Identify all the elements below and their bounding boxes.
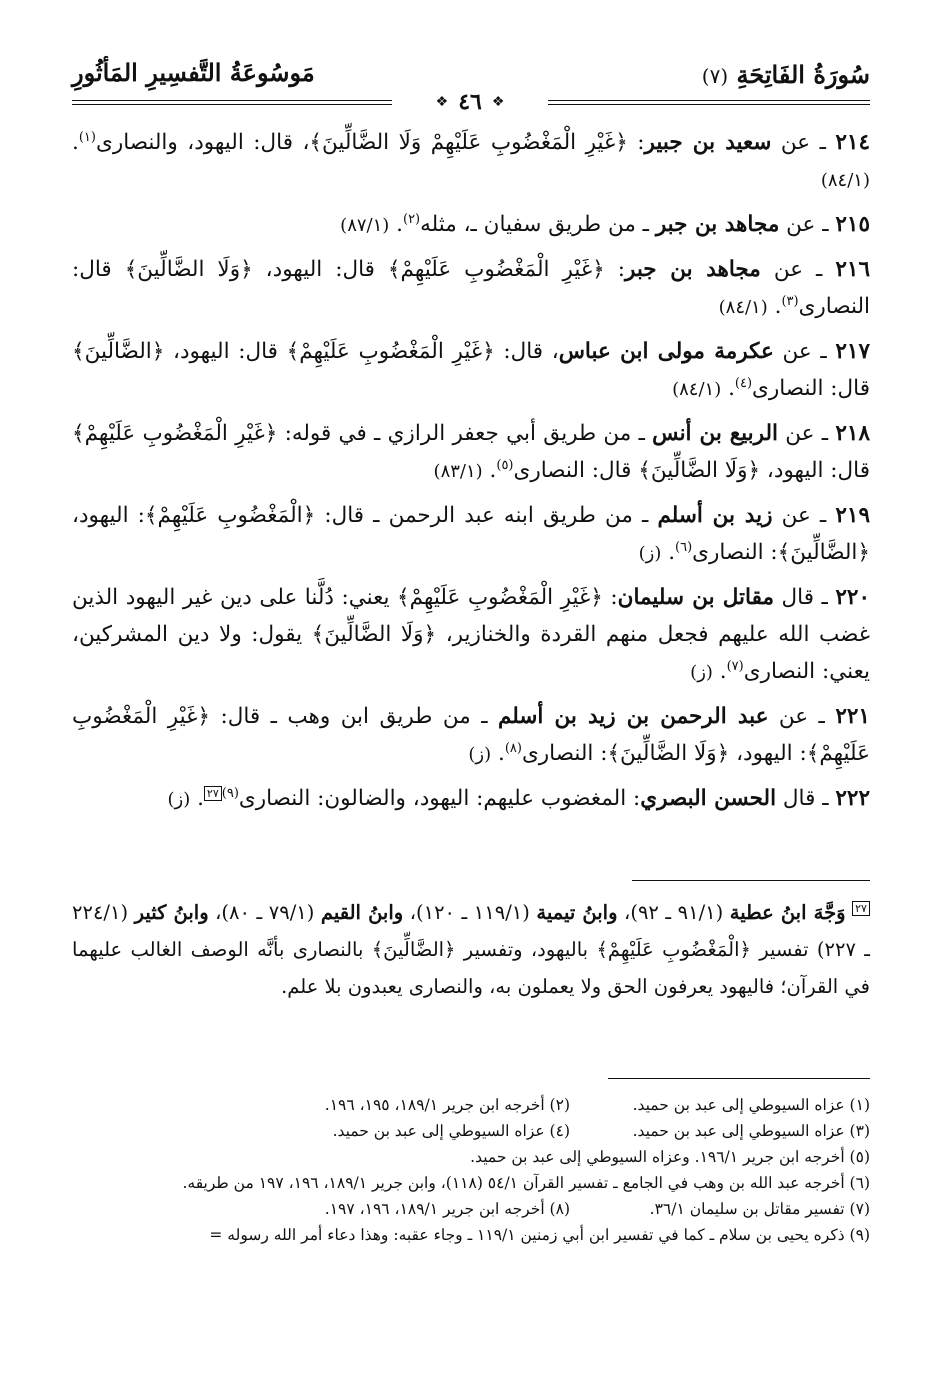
entry-number: ٢١٦: [835, 257, 870, 282]
quran-quote: ﴿الْمَغْضُوبِ عَلَيْهِمْ﴾: [596, 938, 751, 961]
narration-text: : اليهود،: [72, 503, 145, 528]
narrator-name: عكرمة مولى ابن عباس: [558, 339, 774, 364]
narration-text: يقول: ولا دين المشركين، يعني: النصارى: [72, 622, 870, 684]
narration-text: .: [712, 659, 727, 684]
quran-quote: ﴿الضَّالِّينَ﴾: [371, 938, 456, 961]
narration-text: ـ من طريق سفيان ـ، مثله: [420, 212, 656, 237]
narration-text: .: [190, 786, 204, 811]
quran-quote: ﴿غَيْرِ الْمَغْضُوبِ عَلَيْهِمْ﴾: [72, 704, 870, 766]
footnote-1: (١) عزاه السيوطي إلى عبد بن حميد.: [632, 1096, 870, 1114]
surah-title: سُورَةُ الفَاتِحَةِ (٧): [701, 60, 870, 89]
narration-text: .: [767, 294, 782, 319]
footnote-ref: (٦): [675, 539, 693, 555]
book-title: مَوسُوعَةُ التَّفسِيرِ المَأثُورِ: [72, 58, 315, 87]
quran-quote: ﴿الْمَغْضُوبِ عَلَيْهِمْ﴾: [144, 503, 316, 528]
narration-text: بالنصارى بأنَّه الوصف الغالب عليهما في القرآن؛ فاليهود يعرفون الحق ولا يعملون به، والنصارى يعبدون بلا علم.: [72, 938, 870, 998]
entry-number: ٢١٥: [835, 212, 870, 237]
narrator-name: مجاهد بن جبر: [624, 257, 761, 282]
ornament-icon: ❖: [435, 94, 449, 110]
source-ref: (ز): [167, 789, 191, 810]
footnote-row: [72, 1092, 870, 1118]
narration-text: .: [72, 130, 79, 155]
narration-entry: [72, 698, 870, 773]
quran-quote: ﴿وَلَا الضَّالِّينَ﴾: [124, 257, 253, 282]
quran-quote: ﴿الضَّالِّينَ﴾: [72, 339, 165, 364]
narration-text: قال: النصارى: [513, 458, 639, 483]
source-ref: (٨٤/١): [718, 297, 768, 318]
narration-text: قال: النصارى: [72, 257, 870, 319]
narration-list: [72, 124, 870, 825]
footnote-8: (٨) أخرجه ابن جرير ١٨٩/١، ١٩٦، ١٩٧.: [324, 1200, 570, 1218]
narration-text: (٩١/١ ـ ٩٢)،: [617, 901, 730, 924]
quran-quote: ﴿غَيْرِ الْمَغْضُوبِ عَلَيْهِمْ﴾: [72, 421, 278, 446]
narration-text: :: [602, 585, 618, 610]
narrator-name: سعيد بن جبير: [644, 130, 772, 155]
page-number: ٤٦: [458, 89, 482, 115]
quran-quote: ﴿غَيْرِ الْمَغْضُوبِ عَلَيْهِمْ﴾: [387, 257, 605, 282]
narration-text: .: [721, 376, 735, 401]
footnote-row: [72, 1196, 870, 1222]
source-ref: (ز): [468, 744, 492, 765]
narrator-name: وابنُ كثير: [134, 901, 209, 924]
narrator-name: زيد بن أسلم: [657, 503, 773, 528]
footnote-ref: (١): [78, 129, 96, 145]
narration-text: :: [627, 130, 645, 155]
ornament-icon: ❖: [491, 94, 505, 110]
narration-text: .: [482, 458, 497, 483]
narrator-name: وابنُ القيم: [320, 901, 404, 924]
narrator-name: مجاهد بن جبر: [655, 212, 780, 237]
narration-text: يعني: دُلَّنا على دين غير اليهود الذين غضب الله عليهم فجعل منهم القردة والخنازير،: [72, 585, 870, 647]
source-ref: (٨٤/١): [672, 379, 722, 400]
narrator-name: وابنُ تيمية: [536, 901, 618, 924]
narration-text: ـ قال: [773, 585, 836, 610]
narration-text: : النصارى: [521, 741, 608, 766]
surah-number: (٧): [701, 64, 729, 88]
footnote-9: (٩) ذكره يحيى بن سلام ـ كما في تفسير ابن أبي زمنين ١١٩/١ ـ وجاء عقبه: وهذا دعاء أمر الله رسوله =: [209, 1226, 870, 1244]
narration-text: ـ عن: [773, 339, 836, 364]
quran-quote: ﴿الضَّالِّينَ﴾: [777, 540, 870, 565]
narration-text: (٧٩/١ ـ ٨٠)،: [208, 901, 321, 924]
footnote-rule: [608, 1078, 870, 1079]
narration-text: .: [491, 741, 505, 766]
narration-text: ـ عن: [778, 421, 836, 446]
entry-number: ٢١٨: [835, 421, 870, 446]
entry-number: ٢٢١: [835, 704, 870, 729]
entry-number: ٢١٤: [835, 130, 871, 155]
footnote-7: (٧) تفسير مقاتل بن سليمان ٣٦/١.: [649, 1200, 870, 1218]
narration-entry: [72, 333, 870, 408]
narration-text: ـ عن: [771, 130, 836, 155]
narration-text: ـ من طريق أبي جعفر الرازي ـ في قوله:: [277, 421, 653, 446]
footnote-5: (٥) أخرجه ابن جرير ١٩٦/١. وعزاه السيوطي إلى عبد بن حميد.: [470, 1148, 870, 1166]
footnote-ref: (٩): [221, 785, 239, 801]
narration-text: : اليهود،: [729, 741, 807, 766]
source-ref: (ز): [690, 662, 713, 683]
narration-text: ، قال: اليهود، والنصارى: [95, 130, 310, 155]
footnote-ref: (٤): [734, 375, 753, 391]
narration-text: .: [661, 540, 676, 565]
narration-text: قال: النصارى: [752, 376, 870, 401]
narration-text: قال: اليهود،: [164, 339, 287, 364]
footnote-ref: (٣): [781, 293, 799, 309]
footnotes: [72, 1092, 870, 1248]
narration-text: باليهود، وتفسير: [455, 938, 597, 961]
narration-text: (٢٢٤/١ ـ ٢٢٧) تفسير: [72, 901, 870, 961]
narration-text: ـ عن: [760, 257, 836, 282]
quran-quote: ﴿غَيْرِ الْمَغْضُوبِ عَلَيْهِمْ وَلَا الضَّالِّينَ﴾: [309, 130, 628, 155]
entry-number: ٢٢٢: [835, 786, 870, 811]
narration-entry: [72, 251, 870, 326]
footnote-ref: (٨): [504, 740, 522, 756]
source-ref: (٨٧/١): [340, 215, 390, 236]
page-number-box: [392, 86, 548, 118]
narration-entry: [72, 497, 870, 572]
footnote-ref: (٢): [402, 211, 421, 227]
source-ref: (٨٣/١): [433, 461, 483, 482]
footnote-ref: (٧): [726, 658, 744, 674]
quran-quote: ﴿غَيْرِ الْمَغْضُوبِ عَلَيْهِمْ﴾: [397, 585, 603, 610]
narration-entry: [72, 579, 870, 691]
narration-text: قال: اليهود،: [760, 458, 870, 483]
footnote-4: (٤) عزاه السيوطي إلى عبد بن حميد.: [332, 1122, 570, 1140]
narrator-name: وَجَّهَ ابنُ عطية: [729, 901, 846, 924]
narration-text: : المغضوب عليهم: اليهود، والضالون: النصارى: [238, 786, 641, 811]
narration-text: (١١٩/١ ـ ١٢٠)،: [403, 901, 537, 924]
narration-text: :: [604, 257, 625, 282]
narrator-name: الربيع بن أنس: [652, 421, 779, 446]
commentary-rule: [632, 880, 870, 881]
quran-quote: ﴿وَلَا الضَّالِّينَ﴾: [638, 458, 761, 483]
narration-entry: [72, 415, 870, 490]
footnote-2: (٢) أخرجه ابن جرير ١٨٩/١، ١٩٥، ١٩٦.: [324, 1096, 570, 1114]
narration-entry: [72, 206, 870, 244]
narration-text: : النصارى: [692, 540, 778, 565]
narration-text: .: [389, 212, 403, 237]
narrator-name: مقاتل بن سليمان: [617, 585, 774, 610]
entry-number: ٢١٩: [835, 503, 871, 528]
entry-number: ٢٢٠: [835, 585, 870, 610]
footnote-6: (٦) أخرجه عبد الله بن وهب في الجامع ـ تفسير القرآن ٥٤/١ (١١٨)، وابن جرير ١٨٩/١، ١٩٦، ١٩٧ من طريقه.: [182, 1174, 870, 1192]
narrator-name: الحسن البصري: [640, 786, 777, 811]
source-ref: (ز): [638, 543, 662, 564]
narrator-name: عبد الرحمن بن زيد بن أسلم: [497, 704, 769, 729]
narration-text: ـ عن: [779, 212, 836, 237]
narration-entry: [72, 124, 870, 199]
narration-text: ـ من طريق ابنه عبد الرحمن ـ قال:: [315, 503, 658, 528]
entry-number: ٢١٧: [835, 339, 870, 364]
narration-text: ـ قال: [776, 786, 836, 811]
footnote-row: [72, 1118, 870, 1144]
narration-text: ـ عن: [768, 704, 836, 729]
narration-text: ـ من طريق ابن وهب ـ قال:: [209, 704, 498, 729]
quran-quote: ﴿وَلَا الضَّالِّينَ﴾: [311, 622, 437, 647]
commentary-marker: ٢٧: [204, 786, 222, 801]
footnote-ref: (٥): [496, 457, 514, 473]
narration-text: ، قال:: [494, 339, 559, 364]
narration-text: قال: اليهود،: [252, 257, 388, 282]
quran-quote: ﴿وَلَا الضَّالِّينَ﴾: [607, 741, 730, 766]
commentary-marker: ٢٧: [852, 901, 870, 916]
narration-entry: [72, 780, 870, 818]
narration-text: ـ عن: [772, 503, 836, 528]
quran-quote: ﴿غَيْرِ الْمَغْضُوبِ عَلَيْهِمْ﴾: [286, 339, 495, 364]
commentary-note: [72, 894, 870, 1005]
source-ref: (٨٤/١): [820, 170, 870, 191]
footnote-3: (٣) عزاه السيوطي إلى عبد بن حميد.: [632, 1122, 870, 1140]
